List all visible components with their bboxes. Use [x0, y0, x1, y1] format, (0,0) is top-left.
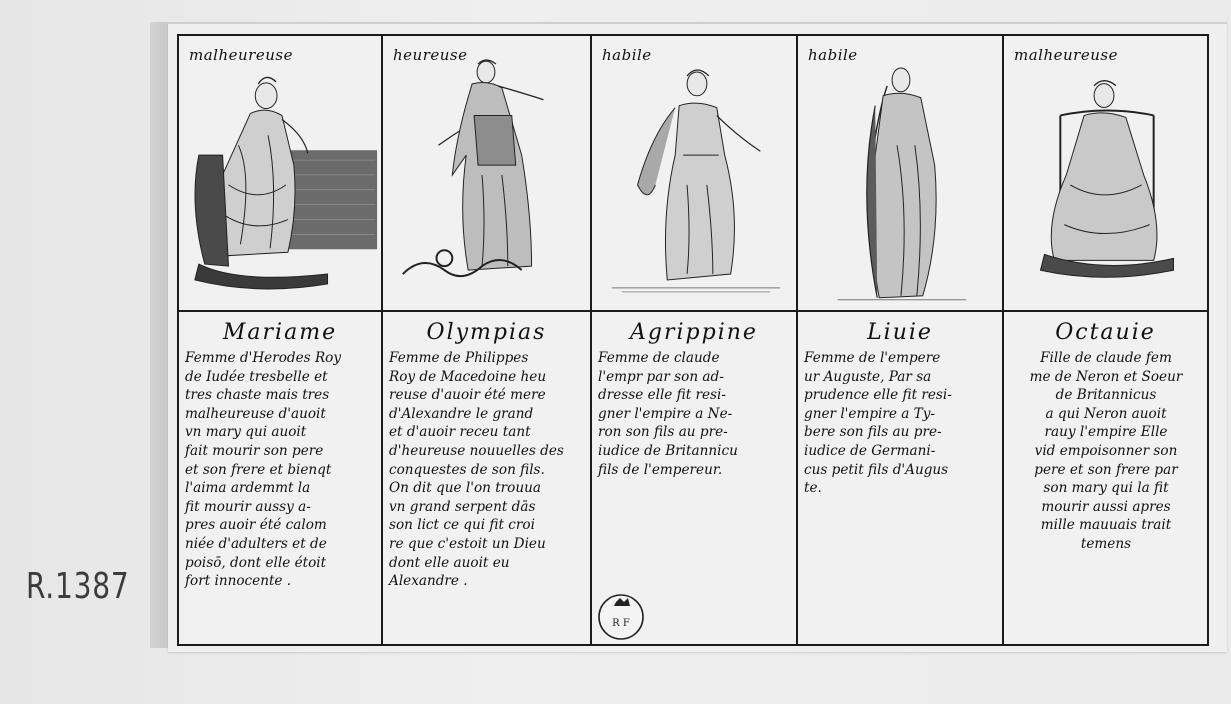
shelfmark: R.1387: [26, 566, 130, 607]
quality-label: malheureuse: [1014, 46, 1118, 64]
card-description: Femme de claude l'empr par son ad- dresse elle fit resi- gner l'empire a Ne- ron son fils au pre- iudice de Britannicu fils de l'empereur.: [598, 350, 738, 478]
card-description: Femme de l'empere ur Auguste, Par sa prudence elle fit resi- gner l'empire a Ty- bere son fils au pre- iudice de Germani- cus petit fils d'Augus te.: [804, 350, 952, 497]
card-name: Octauie: [1055, 320, 1156, 345]
text-cell-mariame: [179, 312, 383, 644]
figure-cell-agrippine: [592, 36, 798, 312]
card-name: Liuie: [867, 320, 933, 345]
figure-cell-octauie: [1004, 36, 1207, 312]
card-description: Fille de claude fem me de Neron et Soeur de Britannicus a qui Neron auoit rauy l'empire Elle vid empoisonner son pere et son frere par son mary qui la fit mourir aussi apres mille mauuais trait temens: [1029, 350, 1183, 552]
walking-woman-illustration: [592, 36, 796, 310]
figure-cell-mariame: [179, 36, 383, 312]
figure-cell-liuie: [798, 36, 1004, 312]
standing-robed-woman-illustration: [798, 36, 1002, 310]
quality-label: malheureuse: [189, 46, 293, 64]
quality-label: habile: [808, 46, 858, 64]
card-description: Femme d'Herodes Roy de Iudée tresbelle et tres chaste mais tres malheureuse d'auoit vn mary qui auoit fait mourir son pere et son frere et bienqt l'aima ardemmt la fit mourir aussy a- pres auoir été calom niée d'adulters et de poisō, dont elle étoit fort innocente .: [185, 350, 342, 590]
text-cell-octauie: [1004, 312, 1207, 644]
card-name: Agrippine: [630, 320, 758, 345]
card-sheet: [177, 34, 1209, 646]
standing-woman-with-serpent-illustration: [383, 36, 590, 310]
library-stamp-icon: [596, 592, 646, 642]
card-name: Mariame: [222, 320, 338, 345]
text-cell-olympias: [383, 312, 592, 644]
seated-woman-on-throne-illustration: [1004, 36, 1207, 310]
text-cell-liuie: [798, 312, 1004, 644]
quality-label: heureuse: [393, 46, 468, 64]
card-description: Femme de Philippes Roy de Macedoine heu reuse d'auoir été mere d'Alexandre le grand et d'auoir receu tant d'heureuse nouuelles des conquestes de son fils. On dit que l'on trouua vn grand serpent dās son lict ce qui fit croi re que c'estoit un Dieu dont elle auoit eu Alexandre .: [389, 350, 564, 590]
card-name: Olympias: [426, 320, 547, 345]
figure-cell-olympias: [383, 36, 592, 312]
seated-woman-illustration: [179, 36, 381, 310]
quality-label: habile: [602, 46, 652, 64]
stamp-text: R F: [612, 618, 630, 629]
